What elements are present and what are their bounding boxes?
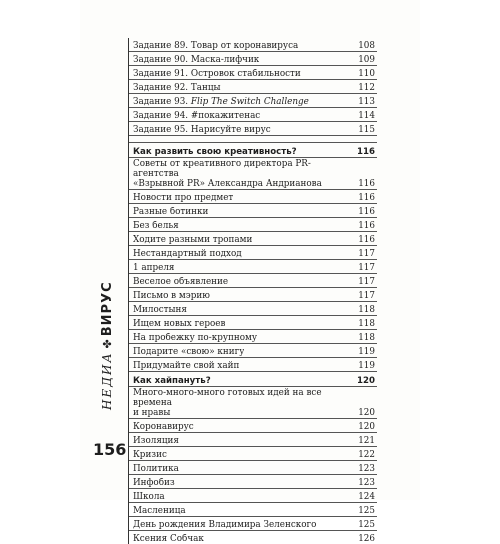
toc-spacer bbox=[129, 136, 377, 143]
toc-entry-page: 120 bbox=[358, 422, 375, 432]
toc-entry-title: Инфобиз bbox=[133, 478, 175, 488]
toc-row bbox=[129, 122, 377, 136]
toc-entry-title: Кризис bbox=[133, 450, 167, 460]
toc-entry-page: 120 bbox=[357, 376, 375, 386]
toc-row bbox=[129, 517, 377, 531]
toc-entry-title: На пробежку по-крупному bbox=[133, 333, 258, 343]
toc-row bbox=[129, 38, 377, 52]
toc-row bbox=[129, 387, 377, 419]
toc-entry-title: Ксения Собчак bbox=[133, 534, 204, 544]
toc-entry-title: Задание 92. Танцы bbox=[133, 83, 221, 93]
ornament-icon: ✤ bbox=[100, 339, 114, 349]
toc-entry-title: Задание 93. Flip The Switch Challenge bbox=[133, 97, 309, 107]
running-title bbox=[96, 281, 118, 410]
toc-entry-page: 115 bbox=[358, 125, 375, 135]
toc-entry-title: День рождения Владимира Зеленского bbox=[133, 520, 317, 530]
toc-row bbox=[129, 80, 377, 94]
toc-entry-page: 119 bbox=[358, 347, 375, 357]
toc-entry-title: Советы от креативного директора PR-агентства «Взрывной PR» Александра Андрианова bbox=[133, 159, 322, 189]
toc-entry-page: 125 bbox=[358, 506, 375, 516]
toc-entry-title: Много-много-много готовых идей на все времена и нравы bbox=[133, 388, 322, 418]
toc-row bbox=[129, 108, 377, 122]
toc-entry-page: 124 bbox=[358, 492, 375, 502]
toc-row bbox=[129, 274, 377, 288]
toc-entry-page: 121 bbox=[358, 436, 375, 446]
toc-entry-title: Ищем новых героев bbox=[133, 319, 226, 329]
toc-entry-page: 123 bbox=[358, 478, 375, 488]
toc-entry-title: Письмо в мэрию bbox=[133, 291, 210, 301]
toc-entry-title: 1 апреля bbox=[133, 263, 175, 273]
toc-row bbox=[129, 94, 377, 108]
toc-entry-page: 112 bbox=[358, 83, 375, 93]
running-title-part1: НЕДИА bbox=[100, 351, 114, 410]
toc-entry-page: 118 bbox=[358, 319, 375, 329]
toc-entry-title: Веселое объявление bbox=[133, 277, 229, 287]
toc-row bbox=[129, 190, 377, 204]
toc-entry-page: 116 bbox=[357, 147, 375, 157]
toc-section-row bbox=[129, 143, 377, 158]
running-title-part2: ВИРУС bbox=[99, 281, 115, 337]
toc-entry-title: Школа bbox=[133, 492, 165, 502]
toc-entry-title: Задание 95. Нарисуйте вирус bbox=[133, 125, 271, 135]
toc-entry-page: 118 bbox=[358, 305, 375, 315]
toc-entry-page: 110 bbox=[358, 69, 375, 79]
toc-entry-page: 116 bbox=[358, 221, 375, 231]
bleed-through-text bbox=[380, 35, 410, 415]
toc-entry-page: 117 bbox=[358, 263, 375, 273]
toc-row bbox=[129, 475, 377, 489]
toc-entry-page: 118 bbox=[358, 333, 375, 343]
toc-row bbox=[129, 433, 377, 447]
toc-entry-title: Задание 90. Маска-лифчик bbox=[133, 55, 260, 65]
toc-entry-page: 117 bbox=[358, 249, 375, 259]
toc-entry-page: 119 bbox=[358, 361, 375, 371]
toc-entry-title: Задание 91. Островок стабильности bbox=[133, 69, 301, 79]
toc-row bbox=[129, 447, 377, 461]
toc-entry-page: 126 bbox=[358, 534, 375, 544]
toc-entry-title: Нестандартный подход bbox=[133, 249, 242, 259]
toc-row bbox=[129, 358, 377, 372]
toc-entry-title: Задание 89. Товар от коронавируса bbox=[133, 41, 299, 51]
toc-row bbox=[129, 531, 377, 544]
toc-row bbox=[129, 204, 377, 218]
toc-entry-title: Коронавирус bbox=[133, 422, 194, 432]
toc-row bbox=[129, 246, 377, 260]
toc-entry-page: 109 bbox=[358, 55, 375, 65]
toc-row bbox=[129, 66, 377, 80]
toc-entry-title: Милостыня bbox=[133, 305, 187, 315]
toc-entry-page: 120 bbox=[358, 408, 375, 418]
toc-section-title: Как развить свою креативность? bbox=[133, 147, 297, 157]
toc-entry-title: Масленица bbox=[133, 506, 186, 516]
toc-entry-page: 117 bbox=[358, 277, 375, 287]
toc-entry-title: Задание 94. #покажитенас bbox=[133, 111, 261, 121]
toc-entry-page: 114 bbox=[358, 111, 375, 121]
toc-entry-page: 125 bbox=[358, 520, 375, 530]
toc-entry-page: 116 bbox=[358, 235, 375, 245]
toc-section-row bbox=[129, 372, 377, 387]
toc-row bbox=[129, 260, 377, 274]
toc-row bbox=[129, 419, 377, 433]
toc-entry-title: Подарите «свою» книгу bbox=[133, 347, 245, 357]
toc-entry-title: Изоляция bbox=[133, 436, 179, 446]
toc-entry-page: 117 bbox=[358, 291, 375, 301]
toc-entry-title: Без белья bbox=[133, 221, 179, 231]
toc-row bbox=[129, 344, 377, 358]
toc-row bbox=[129, 503, 377, 517]
toc-row bbox=[129, 232, 377, 246]
toc-row bbox=[129, 158, 377, 190]
toc-row bbox=[129, 330, 377, 344]
toc-entry-title: Придумайте свой хайп bbox=[133, 361, 240, 371]
toc-entry-page: 116 bbox=[358, 207, 375, 217]
toc-row bbox=[129, 316, 377, 330]
toc-row bbox=[129, 52, 377, 66]
toc-entry-page: 108 bbox=[358, 41, 375, 51]
toc-row bbox=[129, 302, 377, 316]
toc-row bbox=[129, 218, 377, 232]
toc-section-title: Как хайпануть? bbox=[133, 376, 211, 386]
toc-entry-page: 116 bbox=[358, 193, 375, 203]
toc-entry-page: 116 bbox=[358, 179, 375, 189]
table-of-contents bbox=[128, 38, 377, 544]
toc-entry-page: 122 bbox=[358, 450, 375, 460]
toc-entry-page: 113 bbox=[358, 97, 375, 107]
toc-entry-title: Новости про предмет bbox=[133, 193, 234, 203]
toc-entry-page: 123 bbox=[358, 464, 375, 474]
toc-row bbox=[129, 461, 377, 475]
toc-row bbox=[129, 489, 377, 503]
page-number: 156 bbox=[93, 440, 127, 459]
toc-row bbox=[129, 288, 377, 302]
toc-entry-title: Политика bbox=[133, 464, 179, 474]
toc-entry-title: Ходите разными тропами bbox=[133, 235, 253, 245]
toc-entry-title: Разные ботинки bbox=[133, 207, 209, 217]
